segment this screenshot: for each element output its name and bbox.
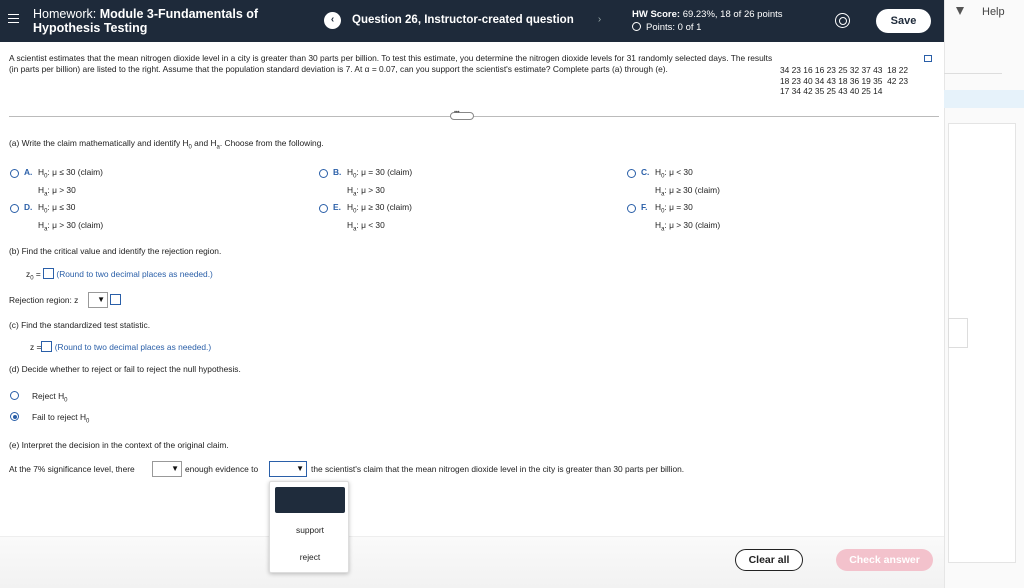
- dropdown-option-reject[interactable]: reject: [299, 552, 321, 562]
- part-d-prompt: (d) Decide whether to reject or fail to reject the null hypothesis.: [9, 364, 241, 374]
- option-e[interactable]: E. $H_0$: μ ≥ 30 (claim) $H_a$: μ < 30: [333, 202, 412, 233]
- option-a[interactable]: A. $H_0$: μ ≤ 30 (claim) $H_a$: μ > 30: [24, 167, 103, 198]
- data-row: 34 23 16 16 23 25 32 37 43 18 22: [780, 65, 909, 75]
- option-f[interactable]: F. $H_0$: μ = 30 $H_a$: μ > 30 (claim): [641, 202, 721, 233]
- option-d[interactable]: D. $H_0$: μ ≤ 30 $H_a$: μ > 30 (claim): [24, 202, 104, 233]
- bookmark-icon[interactable]: [956, 7, 964, 15]
- option-e-radio[interactable]: [319, 204, 328, 213]
- check-answer-button[interactable]: Check answer: [836, 549, 933, 571]
- option-b[interactable]: B. $H_0$: μ = 30 (claim) $H_a$: μ > 30: [333, 167, 413, 198]
- homework-title: [33, 8, 258, 21]
- round-note: (Round to two decimal places as needed.): [54, 342, 212, 352]
- round-note: (Round to two decimal places as needed.): [56, 269, 213, 279]
- test-statistic-row: z = (Round to two decimal places as needed.): [30, 342, 212, 352]
- clear-all-button[interactable]: Clear all: [735, 549, 803, 571]
- test-statistic-input[interactable]: [41, 341, 52, 352]
- dropdown-option-support[interactable]: support: [296, 525, 324, 535]
- evidence-select[interactable]: [152, 461, 182, 477]
- problem-text: A scientist estimates that the mean nitrogen dioxide level in a city is greater than 30 parts per billion. To test this estimate, you determine the nitrogen dioxide levels for 31 randomly selected days. The results (in parts per billion) are listed to the right. Assume that the population standard deviation is 7. At α = 0.07, can you support the scientist's estimate? Complete parts (a) through (e).: [9, 53, 773, 74]
- rejection-region-label: Rejection region: z: [9, 295, 79, 305]
- data-table: [780, 65, 908, 97]
- gear-icon[interactable]: [835, 13, 850, 28]
- support-reject-select[interactable]: [269, 461, 307, 477]
- points-indicator: [632, 22, 701, 33]
- support-reject-dropdown: [269, 481, 349, 573]
- part-a-prompt: (a) Write the claim mathematically and identify $H_0$ and $H_a$. Choose from the following.: [9, 138, 324, 151]
- menu-icon[interactable]: [8, 14, 19, 23]
- fail-to-reject-option[interactable]: Fail to reject $H_0$: [32, 412, 90, 425]
- section-divider: [9, 116, 939, 117]
- rejection-operator-select[interactable]: [88, 292, 108, 308]
- hw-score: [632, 9, 783, 20]
- reject-option[interactable]: Reject $H_0$: [32, 391, 68, 404]
- option-a-radio[interactable]: [10, 169, 19, 178]
- critical-value-row: $z_0$ = (Round to two decimal places as needed.): [26, 269, 213, 282]
- hw-score-value: 69.23%, 18 of 26 points: [682, 9, 783, 20]
- panel-small-box: [948, 318, 968, 348]
- save-button[interactable]: Save: [876, 9, 931, 33]
- option-c[interactable]: C. $H_0$: μ < 30 $H_a$: μ ≥ 30 (claim): [641, 167, 720, 198]
- panel-divider: [944, 73, 1002, 74]
- option-c-radio[interactable]: [627, 169, 636, 178]
- option-b-radio[interactable]: [319, 169, 328, 178]
- part-c-prompt: (c) Find the standardized test statistic.: [9, 320, 151, 330]
- rejection-value-input[interactable]: [110, 294, 121, 305]
- critical-value-input[interactable]: [43, 268, 54, 279]
- interpretation-text-2: enough evidence to: [185, 464, 259, 474]
- copy-data-icon[interactable]: [924, 55, 932, 62]
- homework-name: Module 3-Fundamentals of: [99, 7, 259, 21]
- chevron-right-icon[interactable]: ›: [597, 14, 602, 25]
- progress-ring-icon: [632, 22, 641, 31]
- resize-handle-icon[interactable]: [450, 112, 474, 120]
- help-link[interactable]: Help: [982, 6, 1005, 18]
- option-d-radio[interactable]: [10, 204, 19, 213]
- interpretation-text-3: the scientist's claim that the mean nitrogen dioxide level in the city is greater than 30 parts per billion.: [311, 464, 685, 474]
- reject-radio[interactable]: [10, 391, 19, 400]
- fail-to-reject-radio[interactable]: [10, 412, 19, 421]
- hw-score-label: HW Score:: [632, 9, 681, 20]
- option-f-radio[interactable]: [627, 204, 636, 213]
- homework-name-2: Hypothesis Testing: [33, 21, 148, 35]
- homework-label: Homework:: [33, 7, 97, 21]
- data-row: 18 23 40 34 43 18 36 19 35 42 23: [780, 75, 909, 86]
- question-title: Question 26, Instructor-created question: [352, 14, 574, 26]
- points-text: Points: 0 of 1: [646, 22, 702, 33]
- top-bar: [0, 0, 944, 42]
- interpretation-text-1: At the 7% significance level, there: [9, 464, 135, 474]
- part-b-prompt: (b) Find the critical value and identify the rejection region.: [9, 246, 222, 256]
- panel-highlight: [944, 90, 1024, 108]
- dropdown-blank-option[interactable]: [275, 487, 345, 513]
- chevron-left-icon[interactable]: ‹: [324, 12, 341, 29]
- data-row: 17 34 42 35 25 43 40 25 14: [780, 86, 883, 96]
- part-e-prompt: (e) Interpret the decision in the context of the original claim.: [9, 440, 229, 450]
